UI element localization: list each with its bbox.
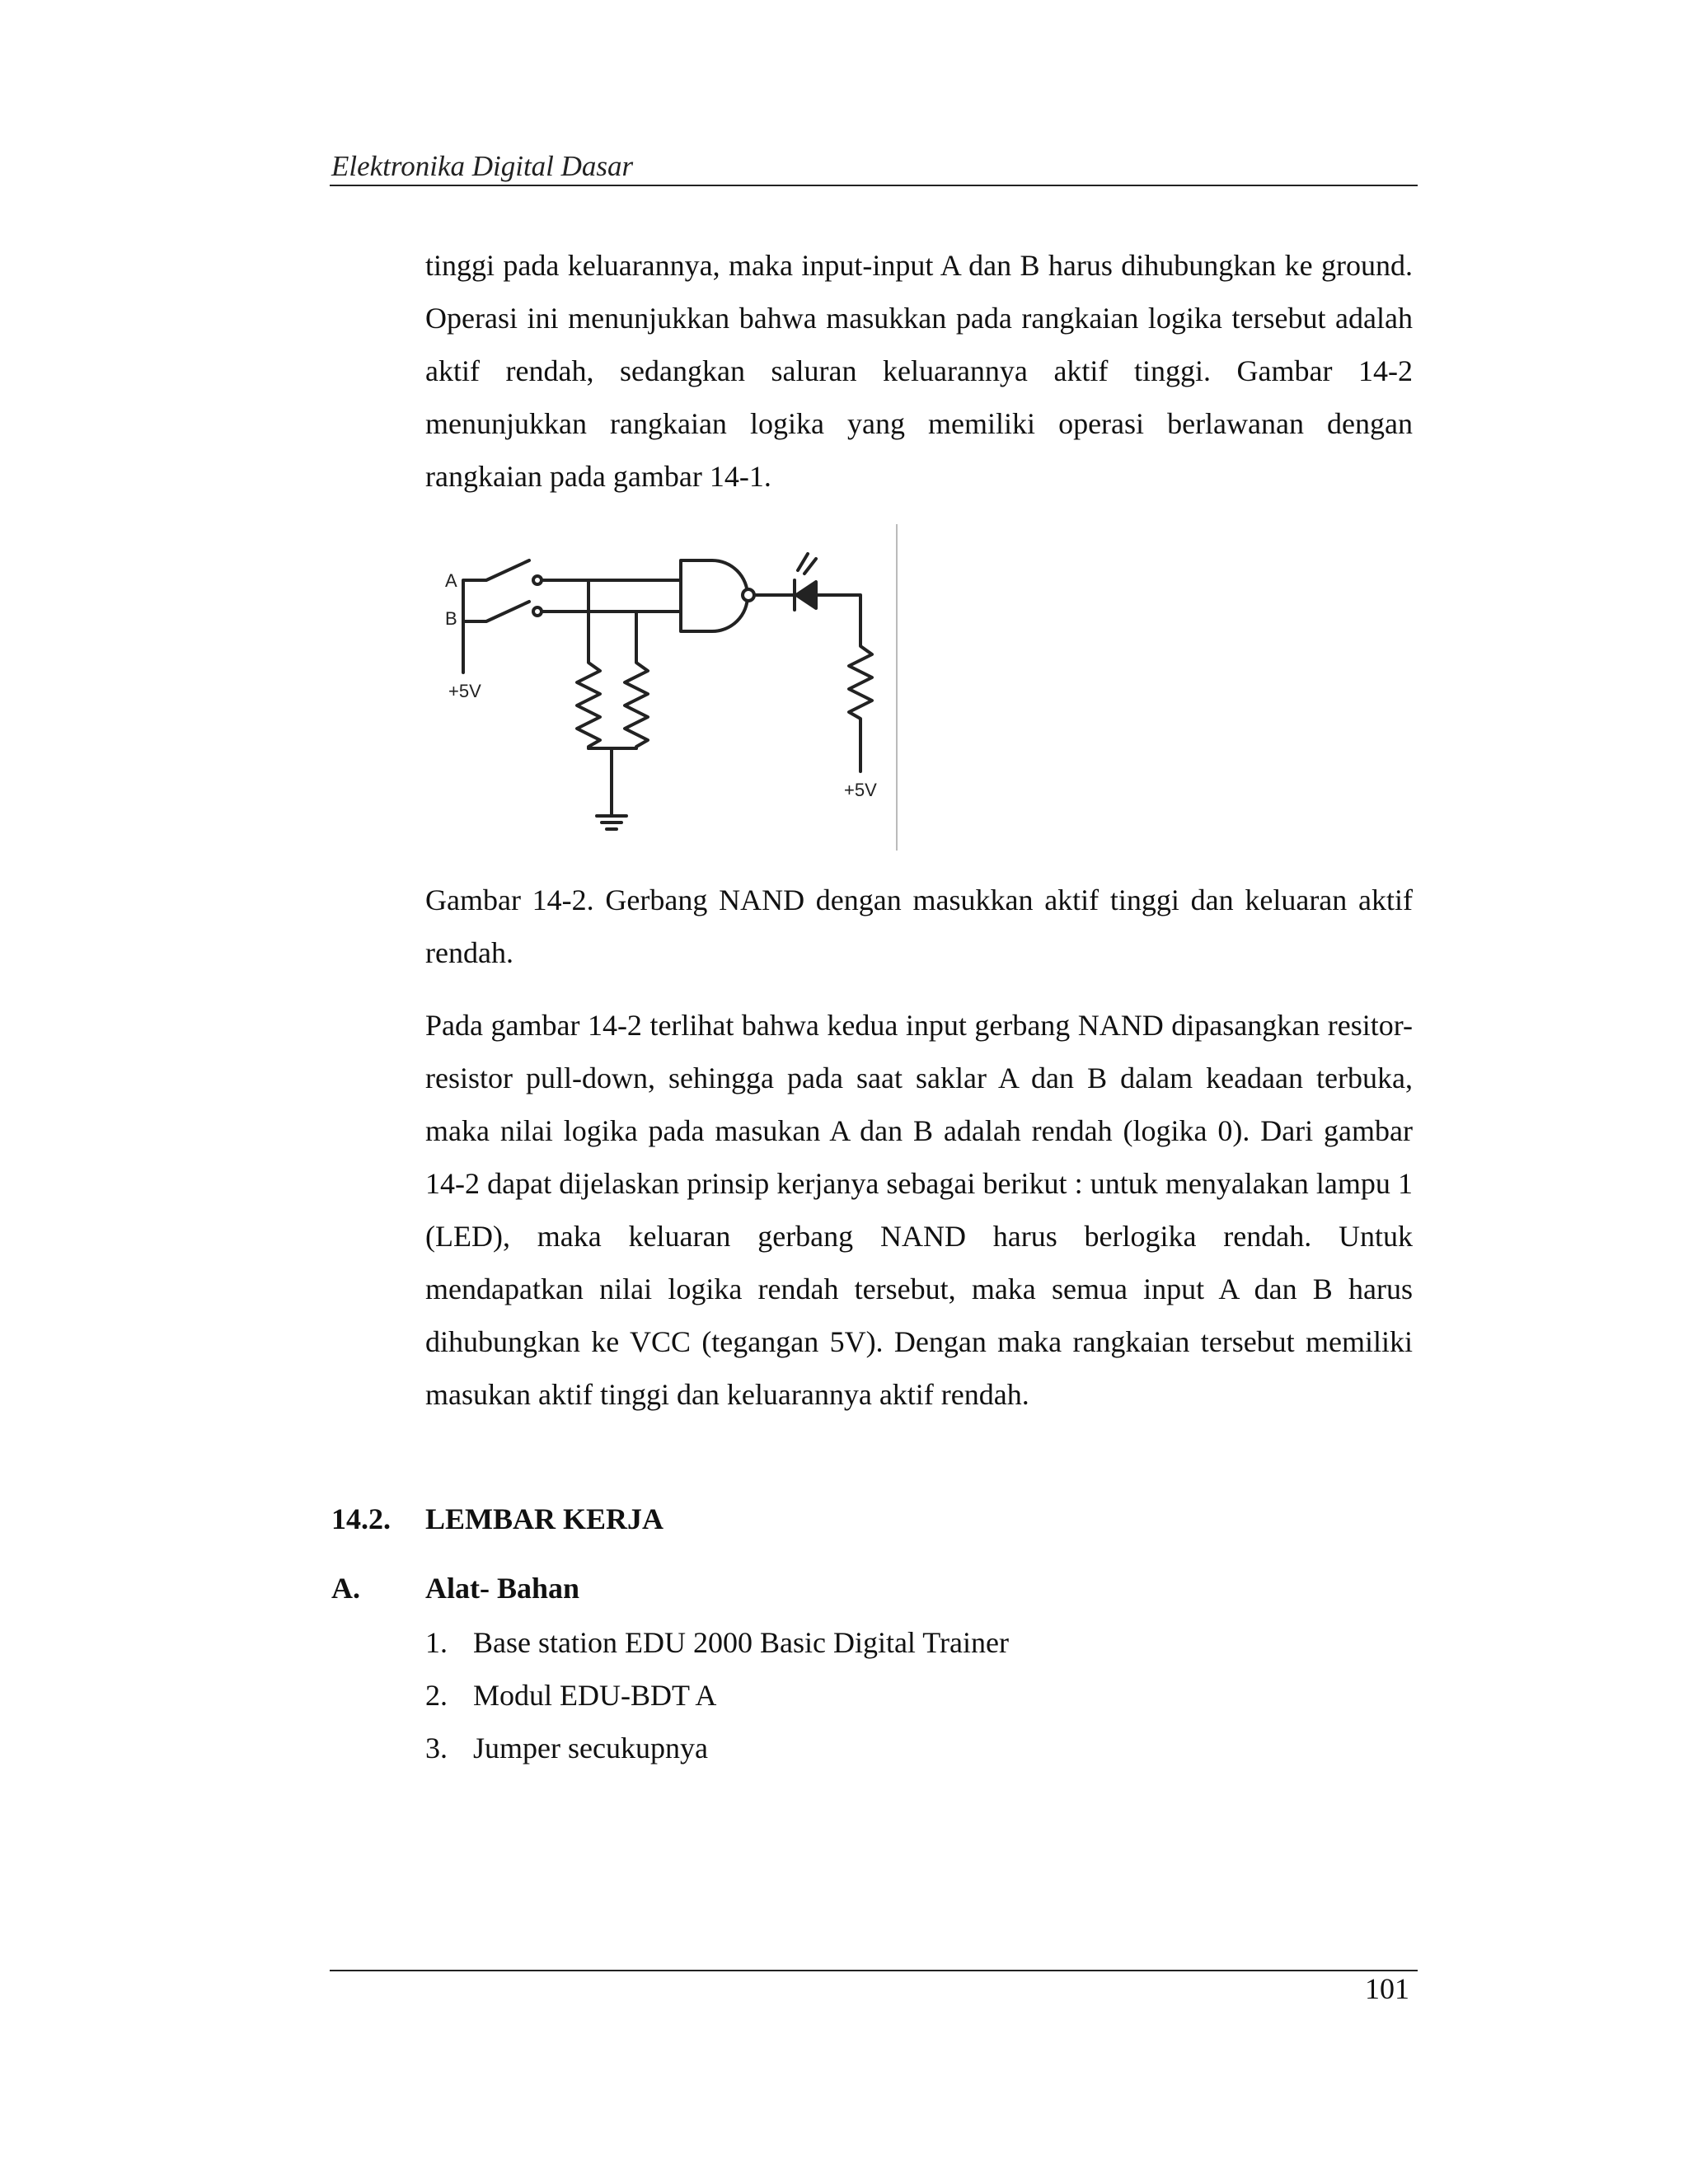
section-number: 14.2. bbox=[331, 1502, 391, 1535]
switch-b bbox=[476, 602, 529, 621]
list-item-number: 2. bbox=[425, 1679, 448, 1712]
switch-a bbox=[476, 560, 529, 580]
led-icon bbox=[796, 582, 816, 608]
intro-paragraph: tinggi pada keluarannya, maka input-input A dan B harus dihubungkan ke ground. Operasi ini menunjukkan bahwa masukkan pada rangkaian logika tersebut adalah aktif rendah, sedangkan saluran keluarannya aktif tinggi. Gambar 14-2 menunjukkan rangkaian logika yang memiliki operasi berlawanan dengan rangkaian pada gambar 14-1. bbox=[425, 249, 1413, 493]
ground-icon bbox=[597, 816, 626, 829]
label-b: B bbox=[445, 608, 457, 629]
header-title: Elektronika Digital Dasar bbox=[331, 150, 634, 182]
subsection-letter: A. bbox=[331, 1572, 360, 1605]
label-supply-left: +5V bbox=[448, 681, 481, 701]
list-item-text: Modul EDU-BDT A bbox=[473, 1679, 717, 1712]
list-item-text: Base station EDU 2000 Basic Digital Trainer bbox=[473, 1626, 1009, 1659]
footer-rule bbox=[330, 1970, 1418, 1971]
list-item-text: Jumper secukupnya bbox=[473, 1732, 708, 1765]
list-item bbox=[425, 1625, 1009, 1660]
explanation-paragraph: Pada gambar 14-2 terlihat bahwa kedua input gerbang NAND dipasangkan resitor-resistor pull-down, sehingga pada saat saklar A dan B dalam keadaan terbuka, maka nilai logika pada masukan A dan B adalah rendah (logika 0). Dari gambar 14-2 dapat dijelaskan prinsip kerjanya sebagai berikut : untuk menyalakan lampu 1 (LED), maka keluaran gerbang NAND harus berlogika rendah. Untuk mendapatkan nilai logika rendah tersebut, maka semua input A dan B harus dihubungkan ke VCC (tegangan 5V). Dengan maka rangkaian tersebut memiliki masukan aktif tinggi dan keluarannya aktif rendah. bbox=[425, 1009, 1413, 1411]
subsection-title: Alat- Bahan bbox=[425, 1572, 580, 1605]
supply-rail-wire bbox=[463, 580, 476, 673]
nand-circuit-figure bbox=[424, 524, 902, 851]
led-resistor bbox=[816, 595, 872, 771]
list-item-number: 3. bbox=[425, 1732, 448, 1765]
header-rule bbox=[330, 185, 1418, 186]
list-item bbox=[425, 1731, 708, 1765]
pull-down-resistor-a bbox=[577, 580, 600, 748]
page-number: 101 bbox=[1365, 1972, 1409, 2005]
nand-inversion-bubble bbox=[743, 589, 754, 601]
led-emission-icon bbox=[798, 554, 816, 574]
section-title: LEMBAR KERJA bbox=[425, 1502, 664, 1535]
label-supply-right: +5V bbox=[844, 780, 877, 800]
nand-circuit-diagram bbox=[424, 524, 902, 851]
list-item bbox=[425, 1678, 716, 1713]
pull-down-resistor-b bbox=[625, 612, 648, 748]
label-a: A bbox=[445, 570, 457, 591]
figure-caption: Gambar 14-2. Gerbang NAND dengan masukkan aktif tinggi dan keluaran aktif rendah. bbox=[425, 883, 1413, 969]
list-item-number: 1. bbox=[425, 1626, 448, 1659]
nand-gate bbox=[681, 560, 748, 631]
